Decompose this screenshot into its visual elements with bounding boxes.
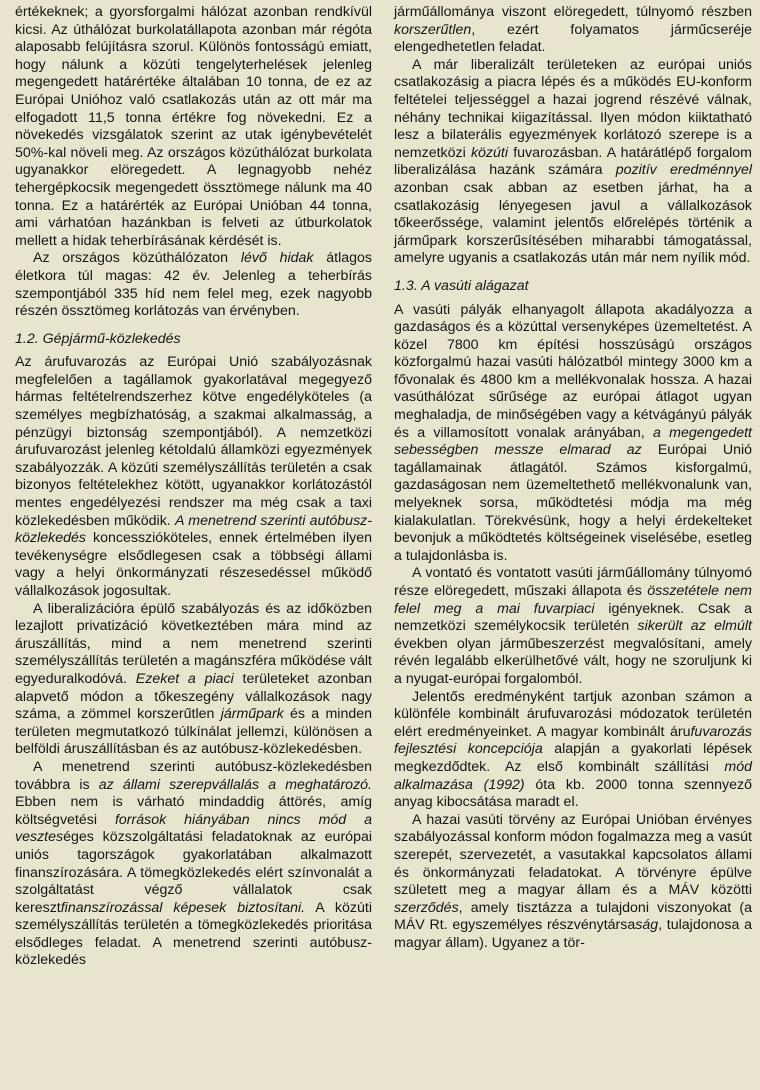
left-column [15,4,372,970]
paragraph: értékeknek; a gyorsforgalmi hálózat azonban rendkívül kicsi. Az úthálózat burkolatállapota azonban már régóta alaposabb felújításra szorul. Különös fontosságú emiatt, hogy nálunk a közúti tengelyterhelések jelenleg megengedett határértéke általában 10 tonna, de ez az Európai Unióhoz való csatlakozás után az ott már ma elfogadott 11,5 tonna értékre fog növekedni. Ez a növekedés vizsgálatok szerint az utak igénybevételét 50%-kal növeli meg. Az országos közúthálózat burkolata ugyanakkor elöregedett. A legnagyobb nehéz tehergépkocsik megengedett össztömege nálunk ma 40 tonna. Ez a határérték az Európai Unióban 44 tonna, ami várhatóan hazánkban is felveti az útburkolatok mellett a hidak teherbírásának kérdését is. [15,4,372,249]
paragraph: Az országos közúthálózaton lévő hidak átlagos életkora túl magas: 42 év. Jelenleg a teherbírás szempontjából 335 híd nem felel meg, ezek nagyobb részén össztömeg korlátozás van érvényben. [15,250,373,320]
paragraph: A vontató és vontatott vasúti járműállomány túlnyomó része elöregedett, műszaki állapota és összetétele nem felel meg a mai fuvarpiaci igényeknek. Csak a nemzetközi személykocsik területén sikerült az elmúlt években olyan járműbeszerzést megvalósítani, amely révén legalább elkerülhetővé vált, hogy ne szoruljunk ki a nyugat-európai forgalomból. [394,565,752,687]
right-column [394,4,752,952]
paragraph: járműállománya viszont elöregedett, túlnyomó részben korszerűtlen, ezért folyamatos járműcseréje elengedhetetlen feladat. [394,4,752,56]
paragraph: A már liberalizált területeken az európai uniós csatlakozásig a piacra lépés és a működés EU-konform feltételei teljességgel a hazai jogrend részévé válnak, néhány technikai kiigazítással. Ilyen módon kiiktatható lesz a bilaterális egyezmények korlátozó szerepe is a nemzetközi közúti fuvarozásban. A határátlépő forgalom liberalizálása hazánk számára pozitív eredménnyel azonban csak abban az esetben járhat, ha a csatlakozásig lényegesen javul a vállalkozások tőkeerőssége, valamint jelentős előrelépés történik a járműpark korszerűsítésében miharabbi támogatással, amelyre ugyanis a csatlakozás után már nem nyílik mód. [394,56,752,267]
paragraph: Az árufuvarozás az Európai Unió szabályozásnak megfelelően a tagállamok gyakorlatával megegyező hármas feltételrendszerhez kötve engedélyköteles (a személyes megbízhatóság, a szakmai alkalmasság, a pénzügyi biztonság szempontjából). A nemzetközi árufuvarozást jelenleg kétoldalú államközi egyezmények szabályozzák. A közúti személyszállítás területén a csak bizonyos feltételekhez kötött, ugyanakkor korlátozástól mentes engedélyezési rendszer ma még csak a taxi közlekedésben működik. A menetrend szerinti autóbusz-közlekedés koncesszióköteles, ennek értelmében ilyen tevékenységre elsődlegesen csak a többségi állami vagy a helyi önkormányzati részesedéssel működő vállalkozások jogosultak. [15,354,372,599]
paragraph: A hazai vasúti törvény az Európai Unióban érvényes szabályozással konform módon fogalmazza meg a vasút szerepét, szervezetét, a vasutakkal kapcsolatos állami és önkormányzati feladatokat. A törvényre épülve született meg a magyar állam és a MÁV közötti szerződés, amely tisztázza a tulajdoni viszonyokat (a MÁV Rt. egyszemélyes részvénytársaság, tulajdonosa a magyar állam). Ugyanez a tör- [394,811,752,951]
paragraph: A menetrend szerinti autóbusz-közlekedésben továbbra is az állami szerepvállalás a meghatározó. Ebben nem is várható mindaddig áttörés, amíg költségvetési források hiányában nincs mód a veszteséges közszolgáltatási feladatoknak az európai uniós tagországok gyakorlatában alkalmazott finanszírozására. A tömegközlekedés elért színvonalát a szolgáltatást végző vállalatok csak keresztfinanszírozással képesek biztosítani. A közúti személyszállítás területén a tömegközlekedés prioritása elsődleges feladat. A menetrend szerinti autóbusz-közlekedés [15,758,372,969]
paragraph: Jelentős eredményként tartjuk azonban számon a különféle kombinált árufuvarozási módozatok területén elért eredményeinket. A magyar kombinált árufuvarozás fejlesztési koncepciója alapján a gyakorlati lépések megkezdődtek. Az első kombinált szállítási mód alkalmazása (1992) óta kb. 2000 tonna szennyező anyag kibocsátása maradt el. [394,688,753,811]
section-heading-1-3: 1.3. A vasúti alágazat [394,277,529,294]
paragraph: A liberalizációra épülő szabályozás és az időközben lezajlott privatizáció következtében mára mind az áruszállítás, mind a nem menetrend szerinti személyszállítás területén a magánszféra működése vált egyeduralkodóvá. Ezeket a piaci területeket azonban alapvető módon a tőkeszegény vállalkozások nagy száma, a zömmel korszerűtlen járműpark és a minden területen megmutatkozó túlkínálat jellemzi, különösen a belföldi áruszállításban és az autóbusz-közlekedésben. [15,600,373,758]
section-heading-1-2: 1.2. Gépjármű-közlekedés [15,330,181,347]
paragraph: A vasúti pályák elhanyagolt állapota akadályozza a gazdaságos és a közúttal versenyképes üzemeltetést. A közel 7800 km építési hosszúságú országos közforgalmú hazai vasúti hálózatból mintegy 3000 km a fővonalak és 4800 km a mellékvonalak hossza. A hazai vasúthálózat sűrűsége az európai átlagot ugyan meghaladja, de minőségében vagy a kétvágányú pályák és a villamosított vonalak arányában, a megengedett sebességben messze elmarad az Európai Unió tagállamainak átlagától. Számos kisforgalmú, gazdaságosan nem üzemeltethető mellékvonalunk van, melyeknek sorsa, működtetési módja ma még kialakulatlan. Törekvésünk, hogy a helyi érdekelteket bevonjuk a működtetés költségeinek viselésébe, esetleg a tulajdonlásba is. [394,301,752,564]
